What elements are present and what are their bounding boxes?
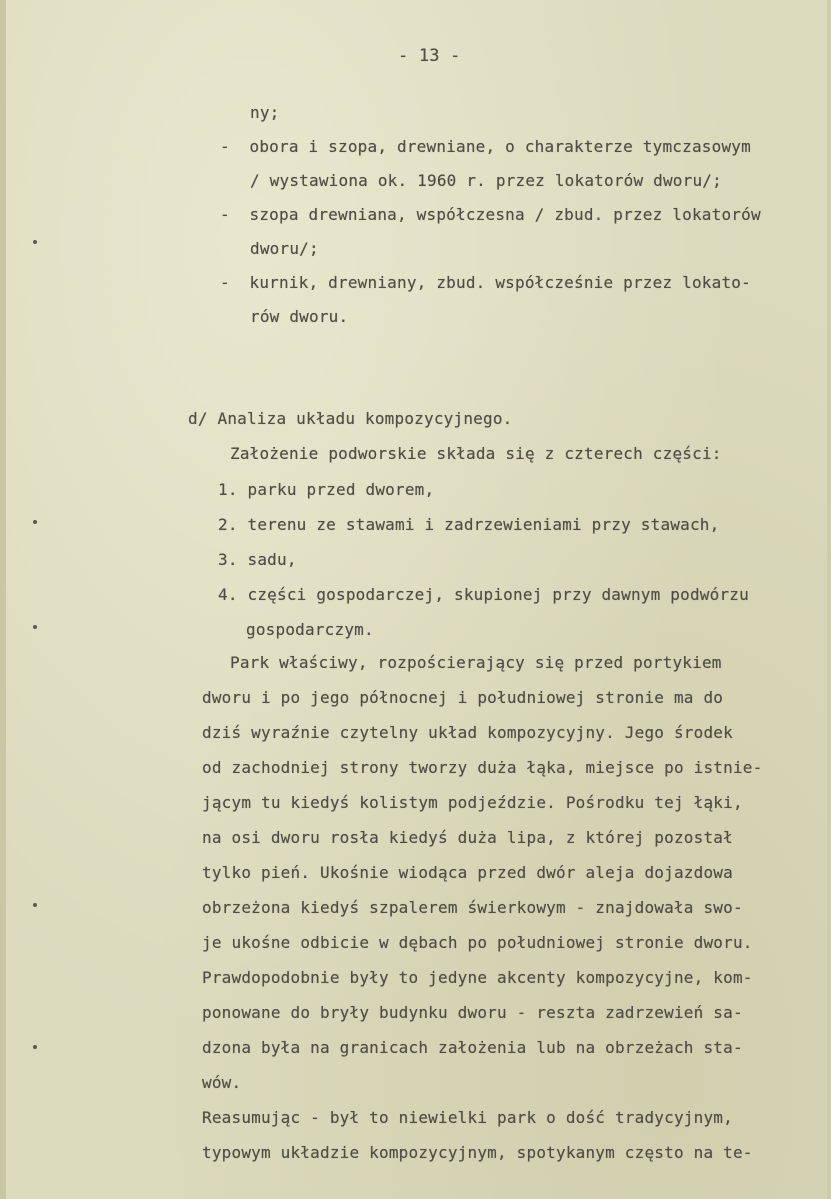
text-line: tylko pień. Ukośnie wiodąca przed dwór aleja dojazdowa: [202, 863, 733, 882]
page-edge-right: [827, 0, 831, 1199]
text-line: wów.: [202, 1073, 242, 1092]
page-edge-left: [0, 0, 6, 1199]
text-line: obrzeżona kiedyś szpalerem świerkowym - znajdowała swo-: [202, 898, 743, 917]
text-line: jącym tu kiedyś kolistym podjeździe. Pośrodku tej łąki,: [202, 793, 743, 812]
margin-dot: [33, 903, 37, 907]
list-item: 4. części gospodarczej, skupionej przy dawnym podwórzu: [218, 585, 749, 604]
text-line: je ukośne odbicie w dębach po południowej stronie dworu.: [202, 933, 753, 952]
text-line: Park właściwy, rozpościerający się przed portykiem: [230, 653, 722, 672]
text-line: - obora i szopa, drewniane, o charakterze tymczasowym: [220, 137, 751, 156]
text-line: rów dworu.: [250, 307, 349, 326]
margin-dot: [33, 625, 37, 629]
text-line: ponowane do bryły budynku dworu - reszta zadrzewień sa-: [202, 1003, 743, 1022]
text-line: dworu/;: [250, 239, 319, 258]
text-line: gospodarczym.: [246, 620, 374, 639]
text-line: - kurnik, drewniany, zbud. współcześnie przez lokato-: [220, 273, 751, 292]
text-line: na osi dworu rosła kiedyś duża lipa, z której pozostał: [202, 828, 733, 847]
list-item: 2. terenu ze stawami i zadrzewieniami przy stawach,: [218, 515, 720, 534]
list-item: 3. sadu,: [218, 550, 297, 569]
section-heading: d/ Analiza układu kompozycyjnego.: [188, 409, 513, 428]
text-line: Prawdopodobnie były to jedyne akcenty kompozycyjne, kom-: [202, 968, 753, 987]
text-line: / wystawiona ok. 1960 r. przez lokatorów dworu/;: [250, 171, 722, 190]
text-line: dworu i po jego północnej i południowej stronie ma do: [202, 688, 724, 707]
text-line: Założenie podworskie składa się z czterech części:: [230, 444, 722, 463]
list-item: 1. parku przed dworem,: [218, 480, 435, 499]
text-line: dziś wyraźnie czytelny układ kompozycyjny. Jego środek: [202, 723, 733, 742]
margin-dot: [33, 520, 37, 524]
margin-dot: [33, 240, 37, 244]
text-line: typowym układzie kompozycyjnym, spotykanym często na te-: [202, 1143, 753, 1162]
text-line: od zachodniej strony tworzy duża łąka, miejsce po istnie-: [202, 758, 763, 777]
margin-dot: [33, 1045, 37, 1049]
text-line: - szopa drewniana, współczesna / zbud. przez lokatorów: [220, 205, 761, 224]
page-number: - 13 -: [398, 46, 461, 66]
text-line: ny;: [250, 103, 280, 122]
text-line: dzona była na granicach założenia lub na obrzeżach sta-: [202, 1038, 743, 1057]
text-line: Reasumując - był to niewielki park o dość tradycyjnym,: [202, 1108, 733, 1127]
